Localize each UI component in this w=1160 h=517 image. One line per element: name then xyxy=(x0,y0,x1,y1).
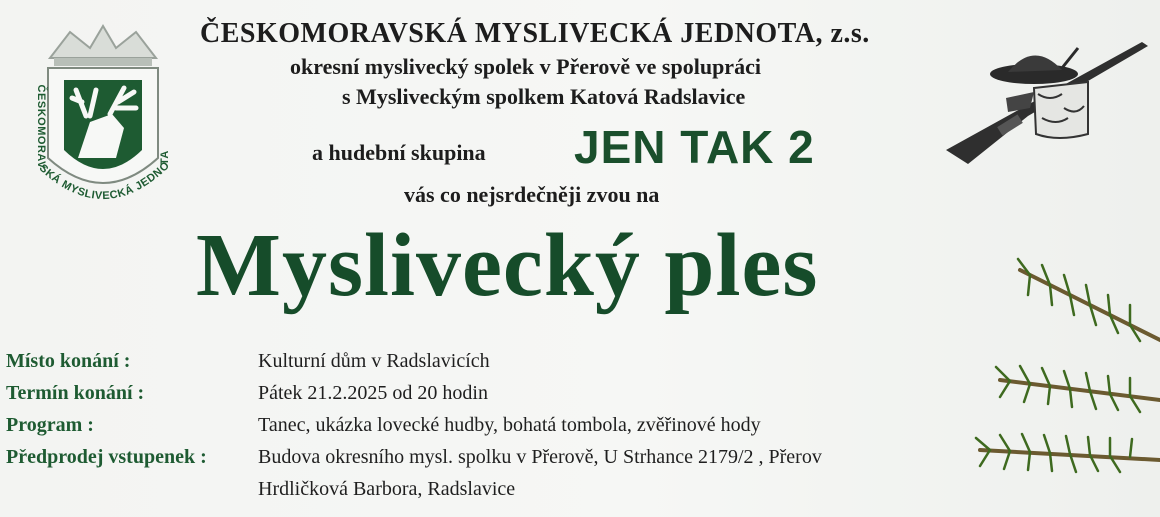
detail-label: Předprodej vstupenek : xyxy=(6,446,207,468)
detail-label: Místo konání : xyxy=(6,350,131,372)
detail-value: Budova okresního mysl. spolku v Přerově, U Strhance 2179/2 , Přerov xyxy=(258,446,822,468)
detail-label: Termín konání : xyxy=(6,382,145,404)
detail-value: Kulturní dům v Radslavicích xyxy=(258,350,490,372)
subtitle-line-1: okresní myslivecký spolek v Přerově ve spolupráci xyxy=(290,54,761,79)
subtitle-line-2: s Mysliveckým spolkem Katová Radslavice xyxy=(342,84,746,109)
fir-branch-icon xyxy=(960,250,1160,512)
logo-ring-text: ČESKOMORAVSKÁ MYSLIVECKÁ JEDNOTA xyxy=(35,84,173,203)
detail-value: Tanec, ukázka lovecké hudby, bohatá tombola, zvěřinové hody xyxy=(258,414,761,436)
hunter-decoration xyxy=(938,38,1152,170)
fir-branch-decoration xyxy=(960,250,1160,512)
band-name: JEN TAK 2 xyxy=(574,121,815,173)
deer-emblem-icon xyxy=(20,18,186,224)
logo-emblem xyxy=(20,18,186,224)
organization-title: ČESKOMORAVSKÁ MYSLIVECKÁ JEDNOTA, z.s. xyxy=(200,18,870,49)
band-label: a hudební skupina xyxy=(312,140,486,165)
detail-label: Program : xyxy=(6,414,94,436)
detail-value: Hrdličková Barbora, Radslavice xyxy=(258,478,516,500)
event-title: Myslivecký ples xyxy=(196,216,819,315)
hunter-with-rifle-icon xyxy=(938,38,1152,170)
detail-value: Pátek 21.2.2025 od 20 hodin xyxy=(258,382,488,404)
invite-text: vás co nejsrdečněji zvou na xyxy=(404,182,660,207)
